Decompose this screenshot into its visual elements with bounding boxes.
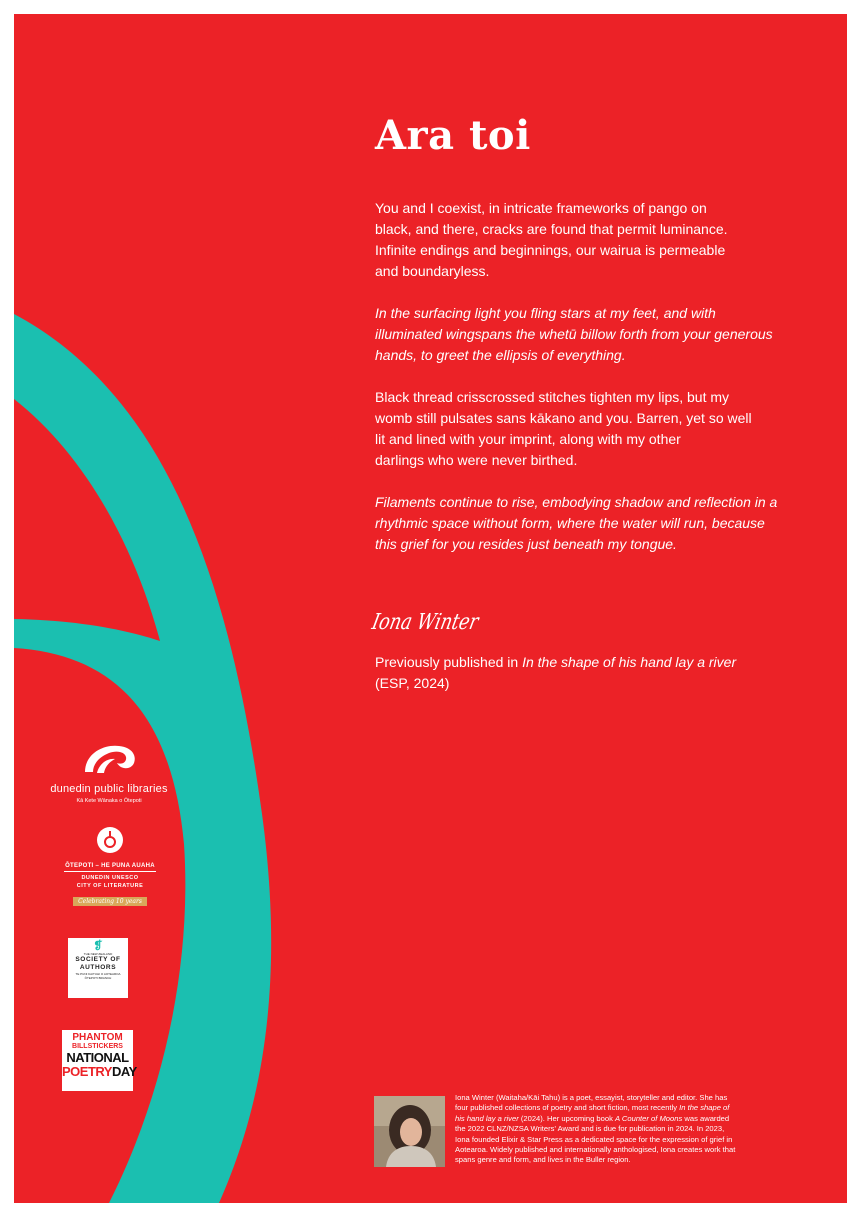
unesco-city-of-literature-logo <box>50 826 170 908</box>
teal-swoosh-graphic <box>14 14 847 1203</box>
bio-text: four published collections of poetry and short fiction, most recently <box>455 1103 680 1113</box>
publication-note <box>375 652 736 694</box>
unesco-title: DUNEDIN UNESCO <box>81 875 139 881</box>
poem-stanza-1 <box>375 198 805 282</box>
npd-title-1: NATIONAL <box>66 1050 129 1065</box>
soa-title-1: SOCIETY OF <box>75 956 121 963</box>
npd-sponsor-2: BILLSTICKERS <box>72 1043 123 1050</box>
soa-branch: ŌTEPOTI BRANCH <box>84 976 112 980</box>
poem-line: darlings who were never birthed. <box>375 452 578 468</box>
publication-book-title: In the shape of his hand lay a river <box>522 654 737 670</box>
publication-year: (ESP, 2024) <box>375 675 450 691</box>
poem-line: black, and there, cracks are found that permit luminance. <box>375 221 728 237</box>
national-poetry-day-logo <box>62 1030 137 1091</box>
unesco-anniversary-banner: Celebrating 10 years <box>73 897 147 906</box>
poem-stanza-4 <box>375 492 805 555</box>
npd-day: DAY <box>111 1064 137 1079</box>
poem-stanza-3 <box>375 387 805 471</box>
bio-line: Iona Winter (Waitaha/Kāi Tahu) is a poet, essayist, storyteller and editor. She has <box>455 1093 728 1102</box>
dunedin-public-libraries-logo <box>34 742 184 804</box>
unesco-circle-icon <box>96 826 124 854</box>
npd-poetry: POETRY <box>62 1064 112 1079</box>
bio-line: Aotearoa. Widely published and internationally anthologised, Iona creates work that <box>455 1145 736 1155</box>
author-photo <box>374 1096 445 1167</box>
poem-line: Filaments continue to rise, embodying shadow and reflection in a <box>375 494 778 510</box>
poem-line: and boundaryless. <box>375 263 490 279</box>
poem-line: Infinite endings and beginnings, our wairua is permeable <box>375 242 726 258</box>
poem-line: In the surfacing light you fling stars at my feet, and with <box>375 305 716 321</box>
bio-book-title: his hand lay a river <box>455 1113 519 1123</box>
bio-text: was awarded <box>682 1113 730 1123</box>
bio-line: the 2022 CLNZ/NZSA Writers' Award and is due for publication in 2024. In 2023, <box>455 1124 725 1134</box>
libraries-swirl-icon <box>79 742 139 776</box>
poem-stanza-2 <box>375 303 805 366</box>
soa-country: THE NEW ZEALAND <box>83 952 113 956</box>
poem-line: You and I coexist, in intricate frameworks of pango on <box>375 200 707 216</box>
quill-icon: ❡ <box>93 940 103 952</box>
publication-line-1 <box>375 652 736 673</box>
bio-line <box>455 1103 825 1113</box>
poem-line: illuminated wingspans the whetū billow forth from your generous <box>375 326 773 342</box>
poem-line: hands, to greet the ellipsis of everything. <box>375 347 626 363</box>
libraries-name: dunedin public libraries <box>50 783 168 795</box>
poem-line: Black thread crisscrossed stitches tighten my lips, but my <box>375 389 730 405</box>
poem-line: rhythmic space without form, where the water will run, because <box>375 515 765 531</box>
poster <box>14 14 847 1203</box>
poem-line: womb still pulsates sans kākano and you. Barren, yet so well <box>375 410 752 426</box>
author-bio <box>455 1093 825 1166</box>
poem-line: lit and lined with your imprint, along with my other <box>375 431 681 447</box>
bio-book-title: In the shape of <box>679 1103 730 1113</box>
libraries-subtitle: Kā Kete Wānaka o Ōtepoti <box>76 798 142 804</box>
bio-book-title: A Counter of Moons <box>615 1113 683 1123</box>
bio-line: spans genre and form, and lives in the Buller region. <box>455 1155 631 1165</box>
bio-line <box>455 1114 825 1124</box>
author-signature: Iona Winter <box>369 610 481 635</box>
author-portrait-image <box>374 1096 445 1167</box>
bio-text: (2024). Her upcoming book <box>518 1113 615 1123</box>
poem-body <box>375 198 805 576</box>
unesco-divider <box>64 871 156 872</box>
unesco-subtitle: CITY OF LITERATURE <box>76 883 144 889</box>
unesco-maori-title: ŌTEPOTI – HE PUNA AUAHA <box>65 863 155 869</box>
npd-sponsor-1: PHANTOM <box>72 1032 123 1043</box>
npd-title-2 <box>62 1064 137 1079</box>
soa-maori-name: TE PUNI KAITUHI O AOTEAROA <box>75 972 121 976</box>
soa-title-2: AUTHORS <box>79 964 117 971</box>
publication-prefix: Previously published in <box>375 654 523 670</box>
poem-title: Ara toi <box>375 112 531 159</box>
poem-line: this grief for you resides just beneath my tongue. <box>375 536 677 552</box>
bio-line: Iona founded Elixir & Star Press as a dedicated space for the expression of grief in <box>455 1134 733 1144</box>
society-of-authors-logo <box>68 938 128 998</box>
